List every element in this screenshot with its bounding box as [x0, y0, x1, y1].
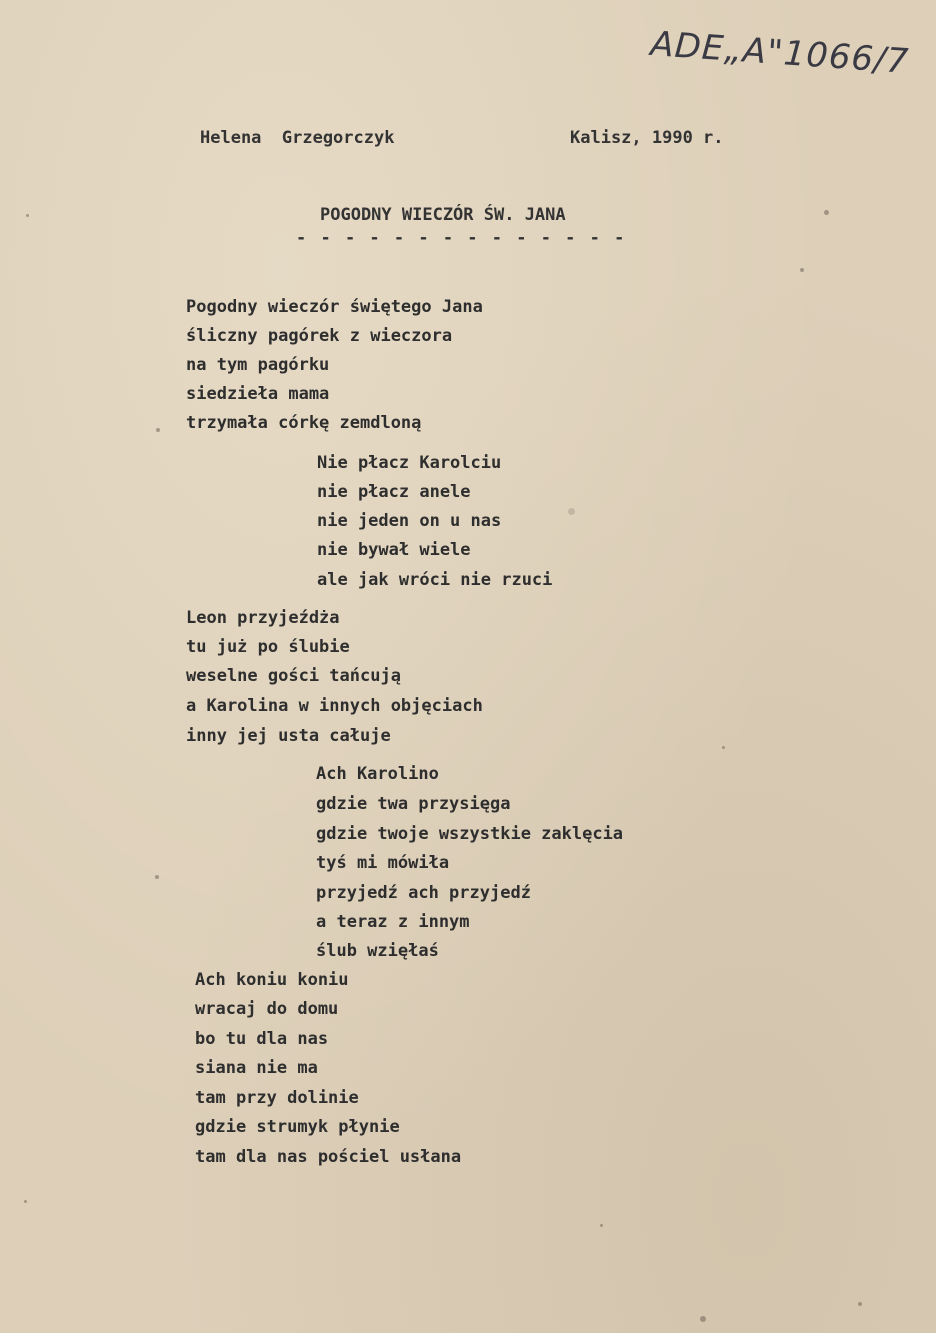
paper-speck [26, 214, 29, 217]
poem-line: nie bywał wiele [317, 540, 471, 560]
poem-line: inny jej usta całuje [186, 726, 391, 746]
poem-line: nie płacz anele [317, 482, 471, 502]
poem-line: trzymała córkę zemdloną [186, 413, 422, 433]
poem-line: tyś mi mówiła [316, 853, 450, 873]
poem-title: POGODNY WIECZÓR ŚW. JANA [320, 205, 566, 225]
poem-line: Nie płacz Karolciu [317, 453, 502, 473]
poem-line: ale jak wróci nie rzuci [317, 570, 553, 590]
paper-speck [800, 268, 804, 272]
poem-line: nie jeden on u nas [317, 511, 502, 531]
poem-line: bo tu dla nas [195, 1029, 329, 1049]
paper-speck [600, 1224, 603, 1227]
paper-speck [722, 746, 725, 749]
poem-line: śliczny pagórek z wieczora [186, 326, 453, 346]
place-and-date: Kalisz, 1990 r. [570, 128, 724, 148]
poem-line: weselne gości tańcują [186, 666, 401, 686]
paper-speck [568, 508, 575, 515]
archive-reference-mark: ADE„A"1066/7 [649, 24, 911, 82]
paper-speck [155, 875, 159, 879]
poem-line: a teraz z innym [316, 912, 470, 932]
poem-line: tam dla nas pościel usłana [195, 1147, 462, 1167]
poem-line: wracaj do domu [195, 999, 339, 1019]
poem-line: przyjedź ach przyjedź [316, 883, 531, 903]
poem-line: siedzieła mama [186, 384, 330, 404]
poem-line: Ach koniu koniu [195, 970, 349, 990]
paper-speck [824, 210, 829, 215]
poem-line: gdzie twoje wszystkie zaklęcia [316, 824, 624, 844]
title-underline: - - - - - - - - - - - - - - [296, 228, 627, 248]
paper-speck [156, 428, 160, 432]
poem-line: siana nie ma [195, 1058, 318, 1078]
poem-line: tam przy dolinie [195, 1088, 359, 1108]
poem-line: gdzie twa przysięga [316, 794, 511, 814]
paper-speck [24, 1200, 27, 1203]
poem-line: tu już po ślubie [186, 637, 350, 657]
paper-speck [858, 1302, 862, 1306]
paper-speck [700, 1316, 706, 1322]
poem-line: gdzie strumyk płynie [195, 1117, 400, 1137]
poem-line: a Karolina w innych objęciach [186, 696, 483, 716]
poem-line: na tym pagórku [186, 355, 330, 375]
poem-line: Ach Karolino [316, 764, 439, 784]
author-name: Helena Grzegorczyk [200, 128, 395, 148]
poem-line: ślub wzięłaś [316, 941, 439, 961]
poem-line: Pogodny wieczór świętego Jana [186, 297, 483, 317]
poem-line: Leon przyjeźdża [186, 608, 340, 628]
